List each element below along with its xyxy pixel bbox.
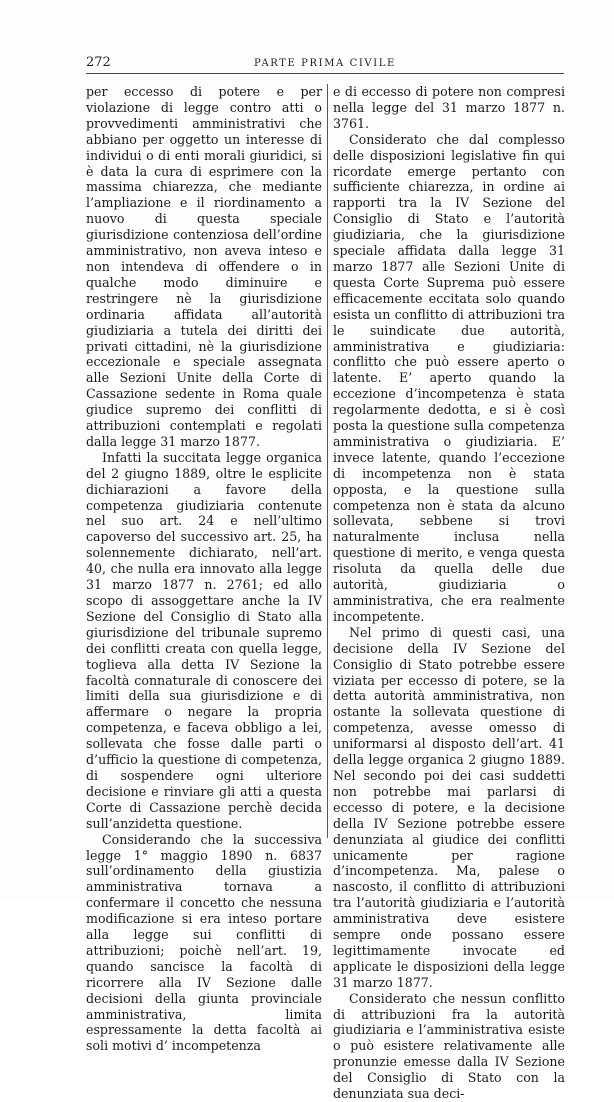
column-divider [327,84,328,838]
left-column [86,84,322,1054]
right-paragraph-1: e di eccesso di potere non compresi nella legge del 31 marzo 1877 n. 3761. [333,84,565,131]
right-column [333,84,565,1102]
left-paragraph-2: Infatti la succitata legge organica del 2 giugno 1889, oltre le esplicite dichiarazioni a favore della competenza giudiziaria contenute nel suo art. 24 e nell’ultimo capoverso del successivo art. 25, ha solennemente dichiarato, nell’art. 40, che nulla era innovato alla legge 31 marzo 1877 n. 2761; ed allo scopo di assoggettare anche la IV Sezione del Consiglio di Stato alla giurisdizione del tribunale supremo dei conflitti creata con quella legge, toglieva alla detta IV Sezione la facoltà connaturale di conoscere dei limiti della sua giurisdizione e di affermare o negare la propria competenza, e faceva obbligo a lei, sollevata che fosse dalle parti o d’ufficio la questione di competenza, di sospendere ogni ulteriore decisione e rinviare gli atti a questa Corte di Cassazione perchè decida sull’anzidetta questione. [86,449,322,831]
header-rule [86,73,564,74]
right-paragraph-3: Nel primo di questi casi, una decisione della IV Sezione del Consiglio di Stato potrebbe essere viziata per eccesso di potere, se la detta autorità amministrativa, non ostante la sollevata questione di competenza, avesse omesso di uniformarsi al disposto dell’art. 41 della legge organica 2 giugno 1889. Nel secondo poi dei casi suddetti non potrebbe mai parlarsi di eccesso di potere, e la decisione della IV Sezione potrebbe essere denunziata al giudice dei conflitti unicamente per ragione d’incompetenza. Ma, palese o nascosto, il conflitto di attribuzioni tra l’autorità giudiziaria e l’autorità amministrativa deve esistere sempre onde possano essere legittimamente invocate ed applicate le disposizioni della legge 31 marzo 1877. [333,624,565,990]
running-title: PARTE PRIMA CIVILE [254,58,396,69]
right-paragraph-2: Considerato che dal complesso delle disposizioni legislative fin qui ricordate emerge pertanto con sufficiente chiarezza, in ordine ai rapporti tra la IV Sezione del Consiglio di Stato e l’autorità giudiziaria, che la giurisdizione speciale affidata dalla legge 31 marzo 1877 alle Sezioni Unite di questa Corte Suprema può essere efficacemente eccitata solo quando esista un conflitto di attribuzioni tra le suindicate due autorità, amministrativa e giudiziaria: conflitto che può essere aperto o latente. E’ aperto quando la eccezione d’incompetenza è stata regolarmente dedotta, e si è così posta la questione sulla competenza amministrativa o giudiziaria. E’ invece latente, quando l’eccezione di incompetenza non è stata opposta, e la questione sulla competenza non è stata da alcuno sollevata, sebbene si trovi naturalmente inclusa nella questione di merito, e venga questa risoluta da quella delle due autorità, giudiziaria o amministrativa, che era realmente incompetente. [333,131,565,624]
right-paragraph-4: Considerato che nessun conflitto di attribuzioni fra la autorità giudiziaria e l’amministrativa esiste o può esistere relativamente alle pronunzie emesse dalla IV Sezione del Consiglio di Stato con la denunziata sua deci- [333,990,565,1102]
page-number: 272 [86,55,111,70]
left-paragraph-3: Considerando che la successiva legge 1° maggio 1890 n. 6837 sull’ordinamento della giustizia amministrativa tornava a confermare il concetto che nessuna modificazione si era inteso portare alla legge sui conflitti di attribuzioni; poichè nell’art. 19, quando sancisce la facoltà di ricorrere alla IV Sezione dalle decisioni della giunta provinciale amministrativa, limita espressamente la detta facoltà ai soli motivi d’ incompetenza [86,831,322,1054]
left-paragraph-1: per eccesso di potere e per violazione di legge contro atti o provvedimenti amministrativi che abbiano per oggetto un interesse di individui o di enti morali giuridici, si è data la cura di esprimere con la massima chiarezza, che mediante l’ampliazione e il riordinamento a nuovo di questa speciale giurisdizione contenziosa dell’ordine amministrativo, non aveva inteso e non intendeva di offendere o in qualche modo diminuire e restringere nè la giurisdizione ordinaria affidata all’autorità giudiziaria a tutela dei diritti dei privati cittadini, nè la giurisdizione eccezionale e speciale assegnata alle Sezioni Unite della Corte di Cassazione sedente in Roma quale giudice supremo dei conflitti di attribuzioni contemplati e regolati dalla legge 31 marzo 1877. [86,84,322,449]
page-header [86,40,564,70]
